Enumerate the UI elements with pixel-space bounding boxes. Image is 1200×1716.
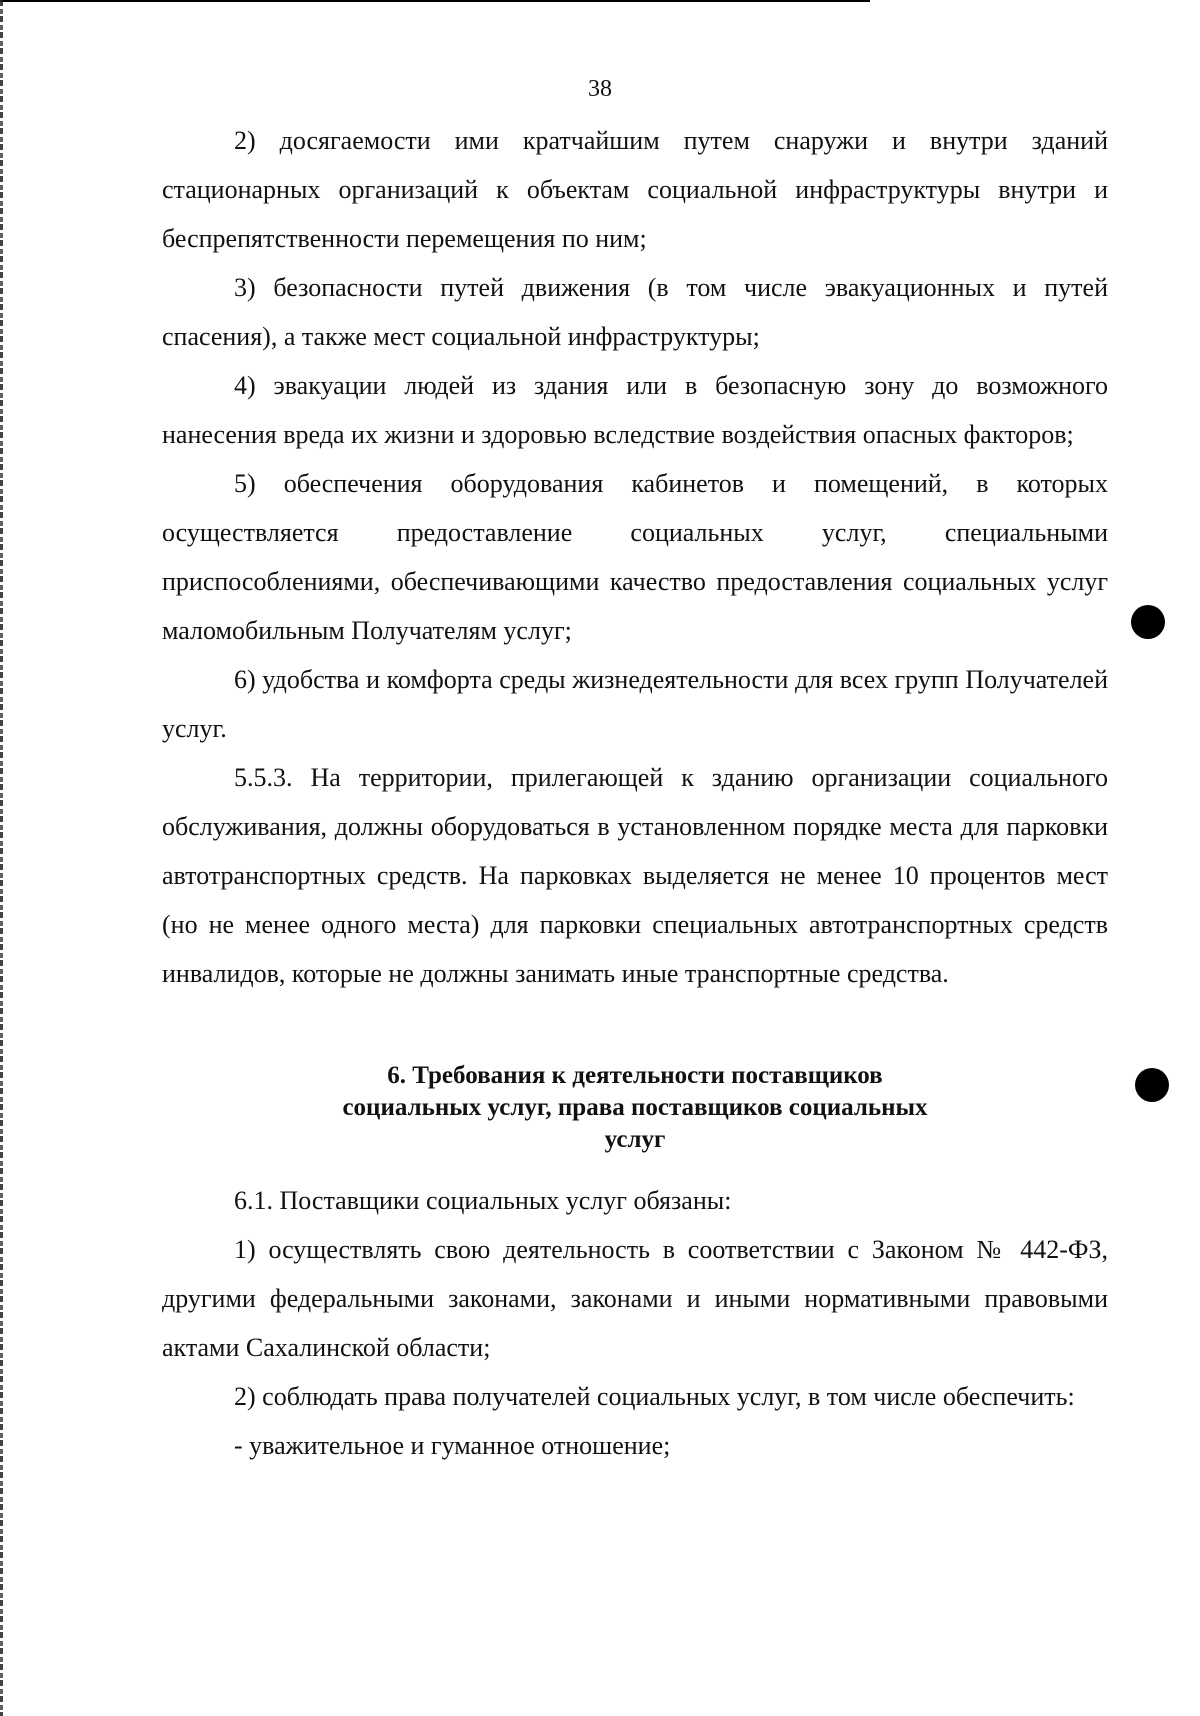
- section-6-heading: [202, 1060, 1068, 1156]
- paragraph-5-5-3: 5.5.3. На территории, прилегающей к зданию организации социального обслуживания, должны оборудоваться в установленном порядке места для парковки автотранспортных средств. На парковках выделяется не менее 10 процентов мест (но не менее одного места) для парковки специальных автотранспортных средств инвалидов, которые не должны занимать иные транспортные средства.: [162, 763, 1108, 988]
- scan-edge-top: [0, 0, 870, 2]
- heading-line-1: 6. Требования к деятельности поставщиков: [387, 1062, 883, 1089]
- paragraph-item-4: 4) эвакуации людей из здания или в безопасную зону до возможного нанесения вреда их жизни и здоровью вследствие воздействия опасных факторов;: [162, 371, 1108, 449]
- heading-line-3: услуг: [604, 1126, 666, 1153]
- paragraph-6-1-item-1: 1) осуществлять свою деятельность в соответствии с Законом № 442-ФЗ, другими федеральными законами, законами и иными нормативными правовыми актами Сахалинской области;: [162, 1235, 1108, 1362]
- paragraph-item-3: 3) безопасности путей движения (в том числе эвакуационных и путей спасения), а также мест социальной инфраструктуры;: [162, 273, 1108, 351]
- paragraph-item-6: 6) удобства и комфорта среды жизнедеятельности для всех групп Получателей услуг.: [162, 665, 1108, 743]
- page-number: 38: [588, 76, 612, 102]
- paragraph-item-5: 5) обеспечения оборудования кабинетов и помещений, в которых осуществляется предоставление социальных услуг, специальными приспособлениями, обеспечивающими качество предоставления социальных услуг маломобильным Получателям услуг;: [162, 469, 1108, 645]
- paragraph-item-2: 2) досягаемости ими кратчайшим путем снаружи и внутри зданий стационарных организаций к объектам социальной инфраструктуры внутри и беспрепятственности перемещения по ним;: [162, 126, 1108, 253]
- scan-edge-left: [0, 0, 3, 1716]
- punch-hole-mark: [1131, 605, 1165, 639]
- punch-hole-mark: [1135, 1068, 1169, 1102]
- document-body: [162, 116, 1108, 1470]
- paragraph-6-1-dash-item: - уважительное и гуманное отношение;: [234, 1431, 671, 1460]
- paragraph-6-1-item-2: 2) соблюдать права получателей социальных услуг, в том числе обеспечить:: [234, 1382, 1075, 1411]
- paragraph-6-1: 6.1. Поставщики социальных услуг обязаны:: [234, 1186, 732, 1215]
- heading-line-2: социальных услуг, права поставщиков социальных: [342, 1094, 928, 1121]
